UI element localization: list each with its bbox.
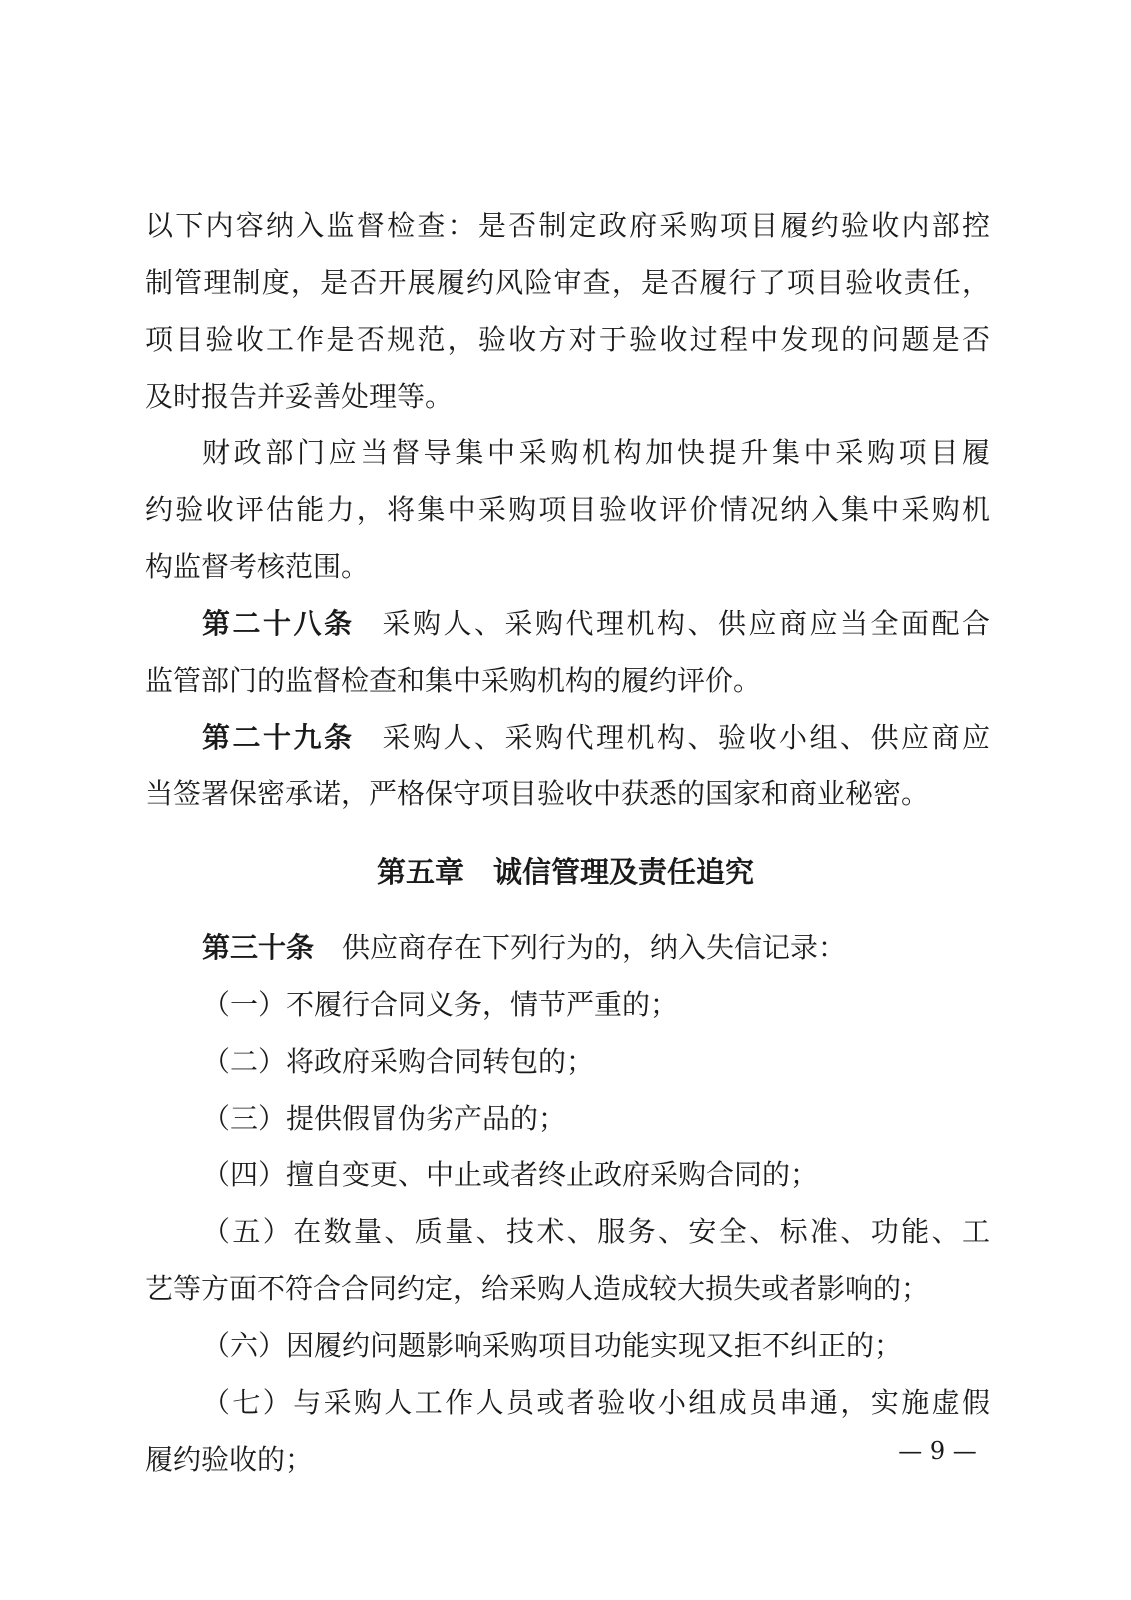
list-item-continuation: 艺等方面不符合合同约定，给采购人造成较大损失或者影响的；: [145, 1272, 930, 1305]
text-line: 监管部门的监督检查和集中采购机构的履约评价。: [145, 664, 762, 697]
article-28: [202, 604, 990, 644]
text-line: 制管理制度，是否开展履约风险审查，是否履行了项目验收责任，: [145, 266, 990, 299]
list-item: （六）因履约问题影响采购项目功能实现又拒不纠正的；: [202, 1329, 903, 1362]
article-text: 供应商存在下列行为的，纳入失信记录：: [342, 931, 847, 964]
text-line: 及时报告并妥善处理等。: [145, 380, 454, 413]
list-item: （七）与采购人工作人员或者验收小组成员串通，实施虚假: [202, 1386, 990, 1419]
text-line: 项目验收工作是否规范，验收方对于验收过程中发现的问题是否: [145, 323, 990, 356]
list-item: （一）不履行合同义务，情节严重的；: [202, 988, 679, 1021]
article-text: 采购人、采购代理机构、供应商应当全面配合: [382, 607, 990, 640]
article-29: [202, 718, 990, 758]
text-line: 财政部门应当督导集中采购机构加快提升集中采购项目履: [202, 436, 990, 469]
list-item-continuation: 履约验收的；: [145, 1443, 314, 1476]
article-text: 采购人、采购代理机构、验收小组、供应商应: [382, 721, 990, 754]
article-title: 第二十八条: [202, 607, 355, 640]
text-line: 约验收评估能力，将集中采购项目验收评价情况纳入集中采购机: [145, 493, 990, 526]
text-line: 以下内容纳入监督检查：是否制定政府采购项目履约验收内部控: [145, 209, 990, 242]
chapter-heading: 第五章 诚信管理及责任追究: [376, 855, 754, 889]
article-title: 第三十条: [202, 931, 315, 964]
list-item: （四）擅自变更、中止或者终止政府采购合同的；: [202, 1158, 819, 1191]
text-line: 当签署保密承诺，严格保守项目验收中获悉的国家和商业秘密。: [145, 777, 930, 810]
list-item: （二）将政府采购合同转包的；: [202, 1045, 595, 1078]
page-number: — 9 —: [898, 1437, 977, 1465]
article-30: [202, 928, 990, 968]
text-line: 构监督考核范围。: [145, 550, 370, 583]
list-item: （三）提供假冒伪劣产品的；: [202, 1102, 567, 1135]
list-item: （五）在数量、质量、技术、服务、安全、标准、功能、工: [202, 1215, 990, 1248]
article-title: 第二十九条: [202, 721, 355, 754]
